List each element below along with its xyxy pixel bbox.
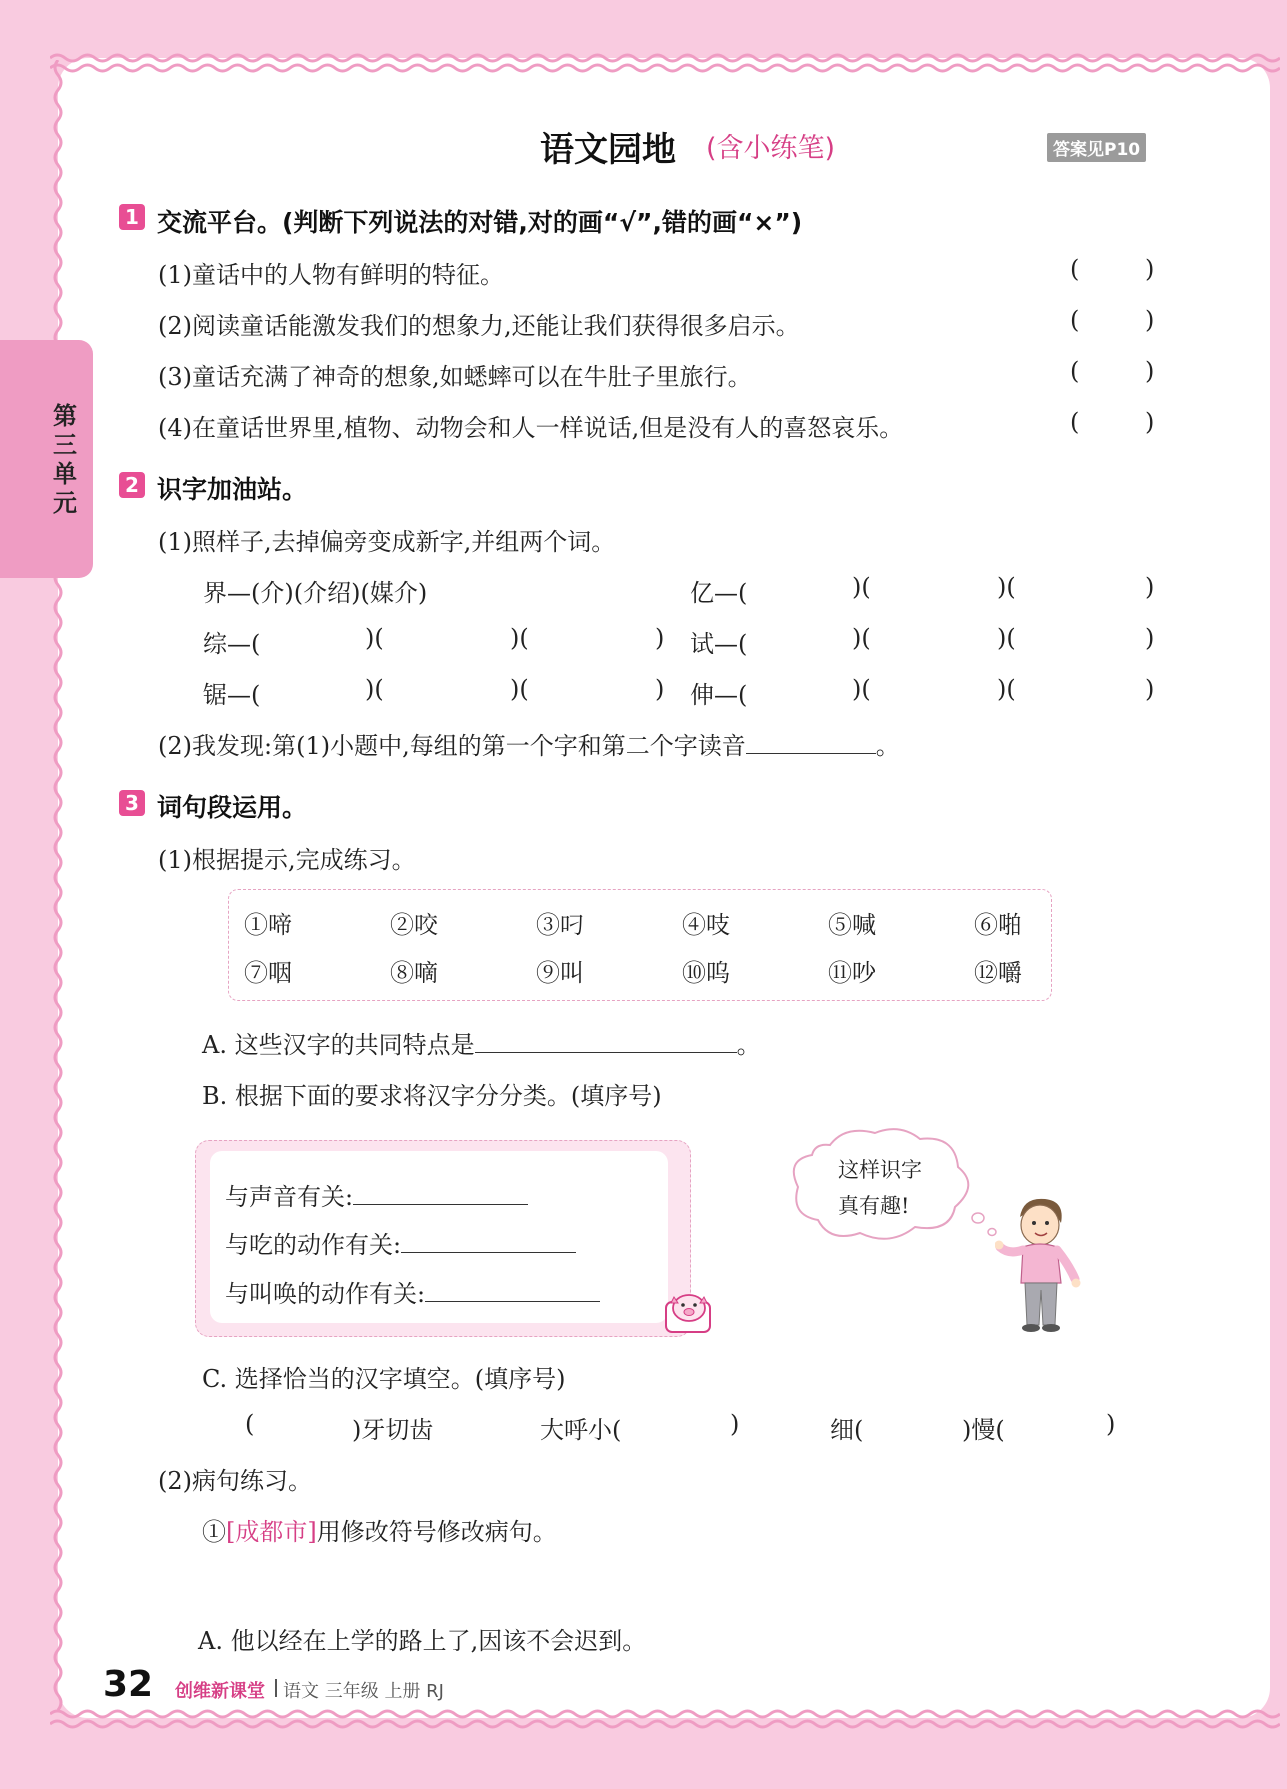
row-shi-c1: 试—( <box>690 630 748 658</box>
unit-label: 第三单元 <box>53 402 77 517</box>
fill-c-3-close: ) <box>1106 1410 1116 1438</box>
section2-number: 2 <box>119 472 145 498</box>
left-wave-border <box>46 60 70 1710</box>
bubble-line-1: 这样识字 <box>838 1158 922 1182</box>
sentence-fix-index: ① <box>202 1518 226 1546</box>
row-yi-c2[interactable]: )( <box>852 573 871 601</box>
char-item: ⑥啪 <box>974 911 1022 939</box>
answer-paren-2-close: ) <box>1145 306 1155 334</box>
classification-card-inner <box>210 1151 668 1323</box>
top-wave-border <box>50 44 1280 84</box>
question-a <box>202 1025 761 1060</box>
section2-q2-text: (2)我发现:第(1)小题中,每组的第一个字和第二个字读音 <box>158 732 746 760</box>
question-c: C. 选择恰当的汉字填空。(填序号) <box>202 1365 566 1393</box>
row-zong-c4: ) <box>655 624 665 652</box>
bottom-wave-border <box>50 1700 1280 1740</box>
footer-divider <box>275 1679 277 1697</box>
sound-blank[interactable] <box>353 1182 528 1205</box>
bubble-line-2: 真有趣! <box>838 1194 910 1218</box>
classification-card <box>195 1140 691 1337</box>
char-item: ⑦咽 <box>244 959 292 987</box>
fill-c-3-mid[interactable]: )慢( <box>962 1416 1005 1444</box>
section3-title: 词句段运用。 <box>157 793 308 822</box>
question-b: B. 根据下面的要求将汉字分分类。(填序号) <box>202 1082 662 1110</box>
chengdu-source-tag: [成都市] <box>226 1518 317 1546</box>
char-item: ⑤喊 <box>828 911 876 939</box>
char-item: ⑧嘀 <box>390 959 438 987</box>
row-yi-c3[interactable]: )( <box>997 573 1016 601</box>
row-yi-c4: ) <box>1145 573 1155 601</box>
eating-category-label: 与吃的动作有关: <box>225 1231 402 1259</box>
unit-side-tab <box>0 340 93 578</box>
character-box <box>228 889 1052 1001</box>
section1-title: 交流平台。(判断下列说法的对错,对的画“√”,错的画“×”) <box>157 208 803 237</box>
section3-q1: (1)根据提示,完成练习。 <box>158 846 416 874</box>
answer-reference-badge: 答案见P10 <box>1047 133 1146 162</box>
fill-c-3-open[interactable]: 细( <box>830 1416 864 1444</box>
answer-paren-4-open[interactable]: ( <box>1070 408 1080 436</box>
page-title: 语文园地 <box>540 130 676 170</box>
fill-c-1-text: )牙切齿 <box>352 1416 434 1444</box>
judge-item-3: (3)童话充满了神奇的想象,如蟋蟀可以在牛肚子里旅行。 <box>158 363 752 391</box>
reading-blank[interactable] <box>746 731 876 754</box>
row-zong-c2[interactable]: )( <box>365 624 384 652</box>
sentence-fix-question <box>202 1512 557 1547</box>
footer-brand: 创维新课堂 <box>175 1681 265 1702</box>
judge-item-2: (2)阅读童话能激发我们的想象力,还能让我们获得很多启示。 <box>158 312 800 340</box>
char-item: ①啼 <box>244 911 292 939</box>
thought-bubble-icon <box>790 1125 980 1250</box>
fill-c-2-text[interactable]: 大呼小( <box>540 1416 622 1444</box>
pig-mascot-icon <box>662 1290 720 1338</box>
row-ju-c2[interactable]: )( <box>365 675 384 703</box>
answer-paren-1-open[interactable]: ( <box>1070 255 1080 283</box>
calling-blank[interactable] <box>425 1279 600 1302</box>
answer-paren-3-open[interactable]: ( <box>1070 357 1080 385</box>
judge-item-1: (1)童话中的人物有鲜明的特征。 <box>158 261 504 289</box>
section1-number: 1 <box>119 204 145 230</box>
question-a-end: 。 <box>736 1031 761 1059</box>
section3-q2: (2)病句练习。 <box>158 1467 312 1495</box>
sentence-a: A. 他以经在上学的路上了,因该不会迟到。 <box>198 1627 647 1655</box>
answer-paren-1-close: ) <box>1145 255 1155 283</box>
row-shi-c4: ) <box>1145 624 1155 652</box>
question-a-text: A. 这些汉字的共同特点是 <box>202 1031 475 1059</box>
boy-illustration-icon <box>995 1195 1085 1340</box>
calling-category <box>225 1274 600 1309</box>
char-item: ⑪吵 <box>828 959 876 987</box>
row-ju-c3[interactable]: )( <box>510 675 529 703</box>
answer-paren-4-close: ) <box>1145 408 1155 436</box>
common-feature-blank[interactable] <box>475 1030 737 1053</box>
answer-paren-2-open[interactable]: ( <box>1070 306 1080 334</box>
section2-title: 识字加油站。 <box>157 475 308 504</box>
answer-paren-3-close: ) <box>1145 357 1155 385</box>
row-zong-c1: 综—( <box>203 630 261 658</box>
row-shen-c2[interactable]: )( <box>852 675 871 703</box>
section2-q2-end: 。 <box>875 732 900 760</box>
row-yi-c1: 亿—( <box>690 579 748 607</box>
char-item: ④吱 <box>682 911 730 939</box>
page-number: 32 <box>103 1664 154 1705</box>
section2-q1: (1)照样子,去掉偏旁变成新字,并组两个词。 <box>158 528 616 556</box>
page-subtitle: (含小练笔) <box>706 133 836 164</box>
eating-category <box>225 1225 576 1260</box>
char-item: ⑩呜 <box>682 959 730 987</box>
footer-info: 语文 三年级 上册 RJ <box>283 1681 444 1702</box>
char-item: ③叼 <box>536 911 584 939</box>
fill-c-2-close: ) <box>730 1410 740 1438</box>
row-shen-c4: ) <box>1145 675 1155 703</box>
example-row: 界—(介)(介绍)(媒介) <box>203 579 428 607</box>
row-ju-c4: ) <box>655 675 665 703</box>
char-item: ⑫嚼 <box>974 959 1022 987</box>
sentence-fix-text: 用修改符号修改病句。 <box>316 1518 557 1546</box>
section2-q2 <box>158 726 900 761</box>
row-shen-c3[interactable]: )( <box>997 675 1016 703</box>
calling-category-label: 与叫唤的动作有关: <box>225 1280 426 1308</box>
section3-number: 3 <box>119 790 145 816</box>
row-shen-c1: 伸—( <box>690 681 748 709</box>
eating-blank[interactable] <box>401 1230 576 1253</box>
row-zong-c3[interactable]: )( <box>510 624 529 652</box>
sound-category-label: 与声音有关: <box>225 1183 354 1211</box>
char-item: ②咬 <box>390 911 438 939</box>
row-shi-c2[interactable]: )( <box>852 624 871 652</box>
sound-category <box>225 1177 528 1212</box>
row-shi-c3[interactable]: )( <box>997 624 1016 652</box>
fill-c-1-open[interactable]: ( <box>245 1410 255 1438</box>
char-item: ⑨叫 <box>536 959 584 987</box>
judge-item-4: (4)在童话世界里,植物、动物会和人一样说话,但是没有人的喜怒哀乐。 <box>158 414 904 442</box>
row-ju-c1: 锯—( <box>203 681 261 709</box>
